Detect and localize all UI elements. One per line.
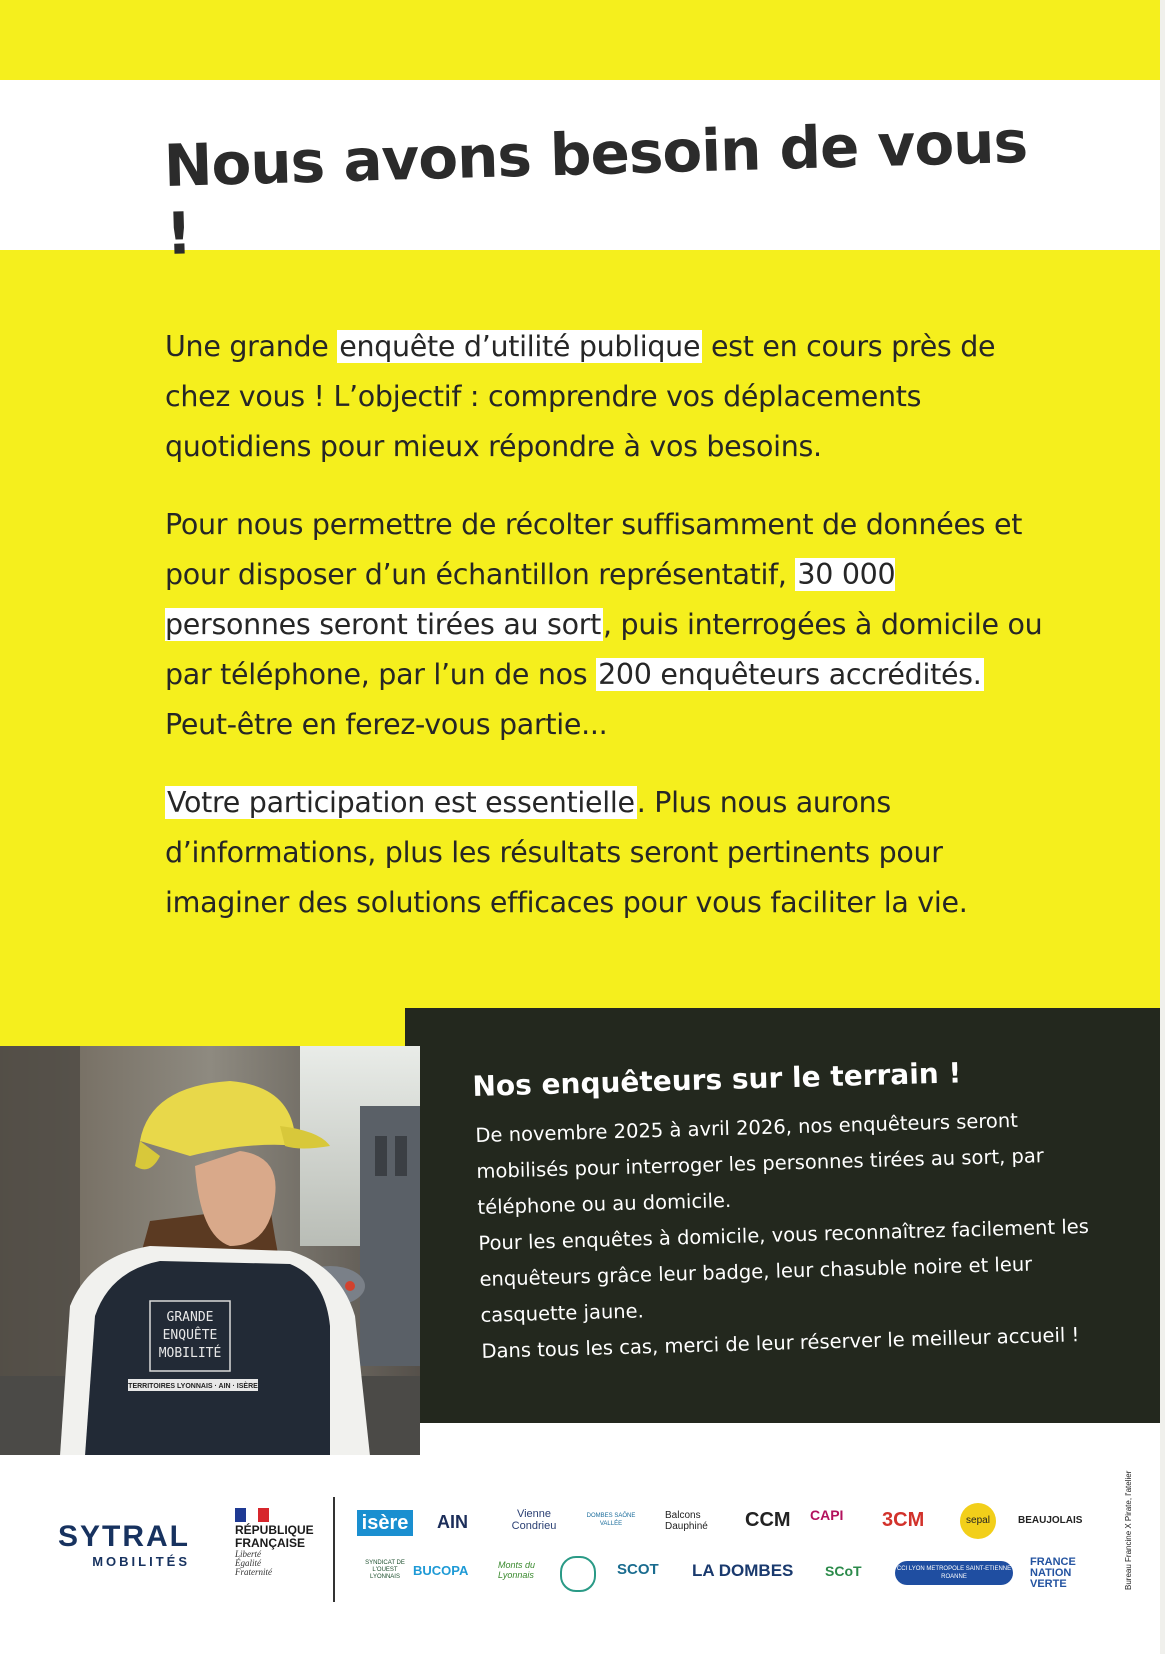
rf-motto-1: Liberté [235, 1549, 261, 1559]
rf-motto-3: Fraternité [235, 1567, 272, 1577]
vest-line-2: ENQUÊTE [162, 1328, 218, 1343]
field-text [475, 1101, 1102, 1370]
vest-line-3: MOBILITÉ [158, 1346, 222, 1361]
partner-logo-vienne-condrieu: Vienne Condrieu [511, 1508, 557, 1532]
p2-part3: Peut-être en ferez-vous partie... [165, 708, 608, 741]
partner-logo-france-nation-verte: FRANCE NATION VERTE [1030, 1556, 1076, 1590]
surveyor-illustration [0, 1046, 420, 1456]
partner-logo-isere: isère [357, 1510, 413, 1536]
intro-text [165, 322, 1045, 956]
p1-after: est en cours près de chez vous ! L’objectif : comprendre vos déplacements quotidiens pour mieux répondre à vos besoins. [165, 330, 996, 463]
republique-logo [235, 1508, 314, 1577]
page-title: Nous avons besoin de vous ! [163, 107, 1028, 268]
rf-line-2: FRANÇAISE [235, 1536, 306, 1550]
sytral-name: SYTRAL [58, 1520, 190, 1553]
partner-logo-3cm: 3CM [882, 1509, 925, 1531]
partner-logo-beaujolais: BEAUJOLAIS [1018, 1515, 1083, 1526]
french-flag-icon [235, 1508, 269, 1522]
partner-logo-dombes-saone: DOMBES SAÔNE VALLÉE [586, 1513, 636, 1527]
partner-logo-circle-icon [560, 1556, 596, 1592]
rf-line-1: RÉPUBLIQUE [235, 1523, 314, 1537]
intro-paragraph-3 [165, 778, 1045, 928]
partner-logo-scot: SCOT [617, 1561, 659, 1578]
partner-logo-la-dombes: LA DOMBES [692, 1561, 794, 1580]
p1-highlight: enquête d’utilité publique [339, 330, 701, 363]
p2-highlight-2: 200 enquêteurs accrédités. [598, 658, 982, 691]
partner-logo-monts-lyonnais: Monts du Lyonnais [498, 1560, 536, 1580]
surveyor-photo [0, 1046, 420, 1456]
p3-highlight: Votre participation est essentielle [167, 786, 635, 819]
vest-line-1: GRANDE [166, 1310, 214, 1325]
rf-motto-2: Égalité [235, 1558, 261, 1568]
partner-logo-sepal: sepal [960, 1503, 996, 1539]
p1-before: Une grande [165, 330, 338, 363]
p2-part2: , puis interrogées à domicile ou par téléphone, par l’un de nos [165, 608, 1043, 691]
partner-logo-cci: CCI LYON METROPOLE SAINT-ETIENNE ROANNE [895, 1561, 1013, 1585]
field-line-3: Dans tous les cas, merci de leur réserver le meilleur accueil ! [481, 1323, 1080, 1363]
partner-logo-bucopa: BUCOPA [413, 1563, 469, 1578]
intro-paragraph-1 [165, 322, 1045, 472]
partner-logo-scot-2: SCoT [825, 1563, 862, 1579]
partner-logo-ccm: CCM [745, 1509, 791, 1531]
design-credit: Bureau Francine X Pirate, l'atelier [1124, 1470, 1133, 1590]
partner-logo-ain: AIN [437, 1512, 468, 1532]
sytral-sub: MOBILITÉS [92, 1554, 190, 1569]
sytral-logo [58, 1520, 190, 1569]
field-line-1: De novembre 2025 à avril 2026, nos enquêteurs seront mobilisés pour interroger les personnes tirées au sort, par téléphone ou au domicile. [475, 1108, 1045, 1219]
partner-logo-capi: CAPI [810, 1507, 844, 1523]
p2-highlight-1: 30 000 personnes seront tirées au sort [165, 558, 896, 641]
intro-paragraph-2 [165, 500, 1045, 750]
field-title: Nos enquêteurs sur le terrain ! [472, 1056, 962, 1103]
vest-strip: TERRITOIRES LYONNAIS · AIN · ISÈRE [128, 1383, 258, 1390]
partner-logo-balcons-dauphine: Balcons Dauphiné [665, 1510, 708, 1532]
p3-after: . Plus nous aurons d’informations, plus les résultats seront pertinents pour imaginer des solutions efficaces pour vous faciliter la vie. [165, 786, 968, 919]
p2-part1: Pour nous permettre de récolter suffisamment de données et pour disposer d’un échantillon représentatif, [165, 508, 1023, 591]
field-line-2: Pour les enquêtes à domicile, vous reconnaîtrez facilement les enquêteurs grâce leur badge, leur chasuble noire et leur casquette jaune. [478, 1214, 1090, 1327]
partner-logo-syndicat-ouest-lyonnais: SYNDICAT DE L'OUEST LYONNAIS [365, 1560, 405, 1580]
footer-separator [333, 1497, 335, 1602]
